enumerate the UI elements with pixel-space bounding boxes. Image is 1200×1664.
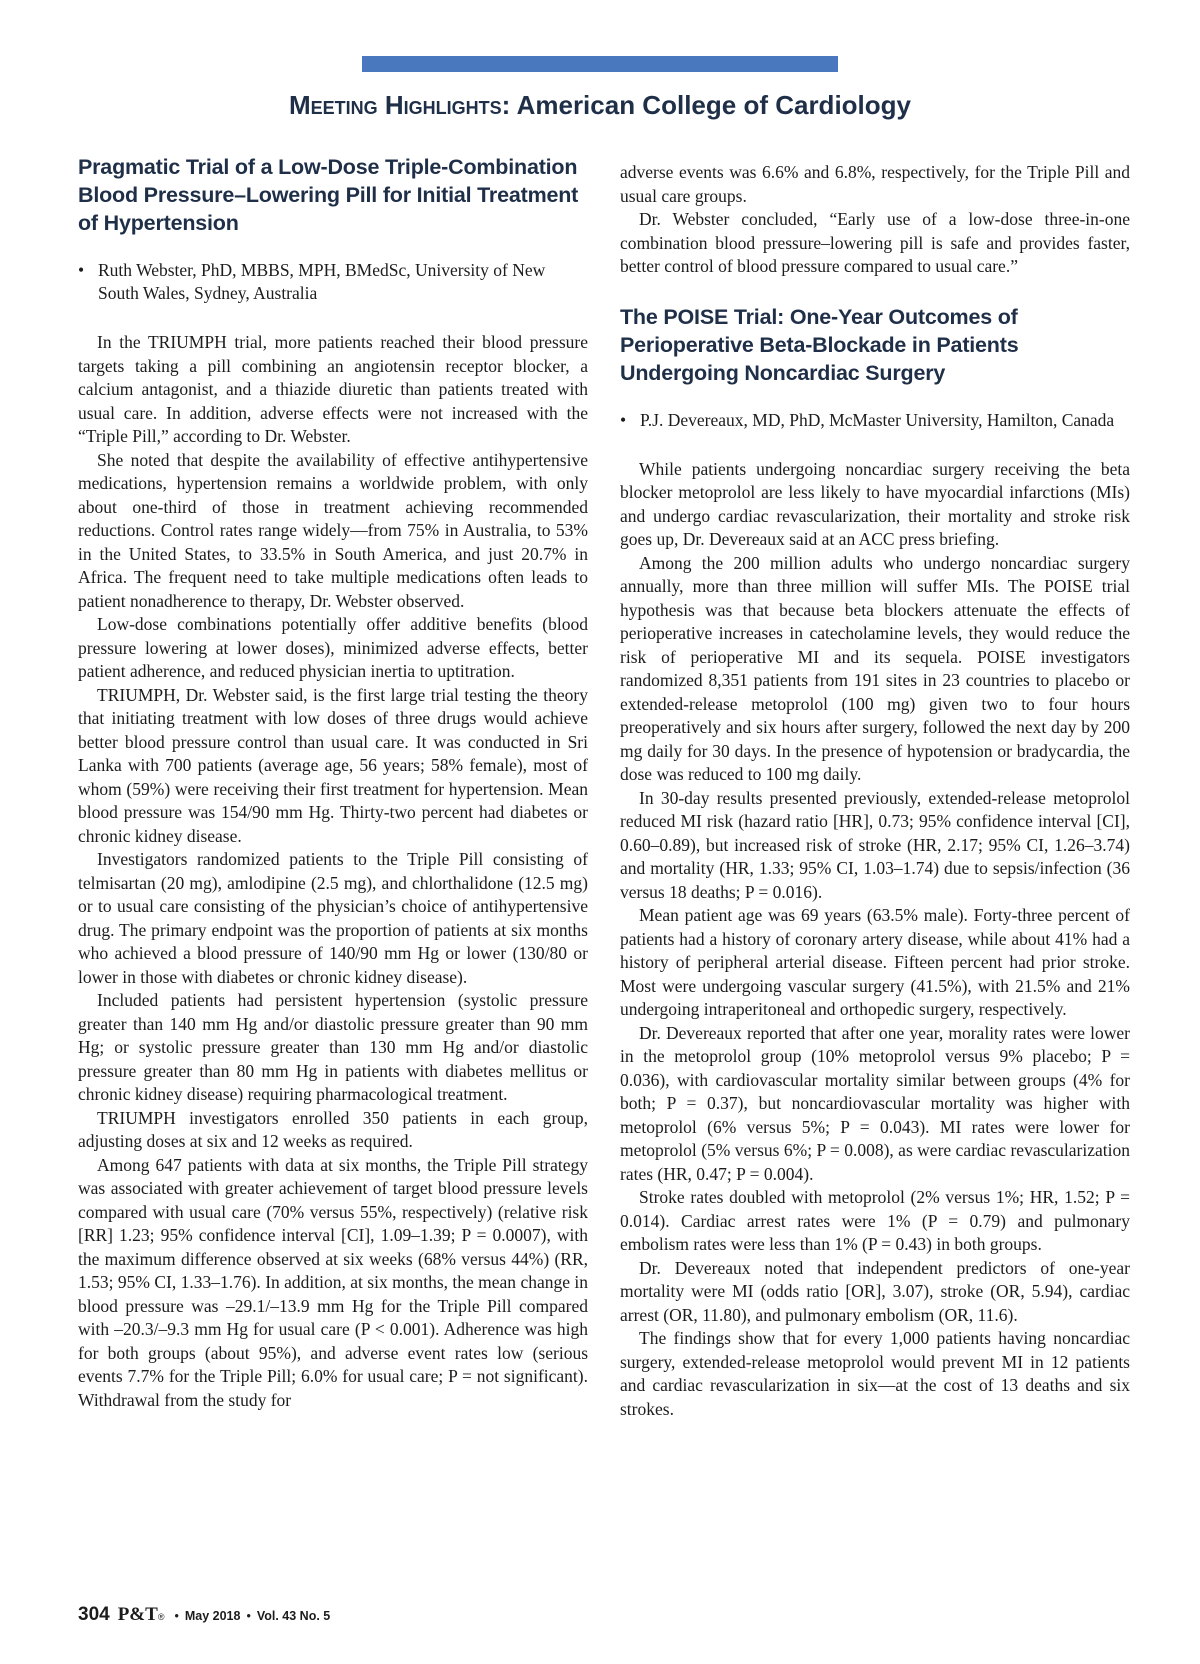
- left-column: [78, 150, 588, 1412]
- article2-author: [620, 409, 1130, 432]
- article2: [620, 303, 1130, 1422]
- article1-paragraph: In the TRIUMPH trial, more patients reached their blood pressure targets taking a pill combining an angiotensin receptor blocker, a calcium antagonist, and a thiazide diuretic than patients treated with usual care. In addition, adverse effects were not increased with the “Triple Pill,” according to Dr. Webster.: [78, 332, 588, 446]
- issue-volume: Vol. 43 No. 5: [256, 1609, 331, 1623]
- section-header: [0, 90, 1200, 121]
- article2-author-text: P.J. Devereaux, MD, PhD, McMaster University, Hamilton, Canada: [640, 409, 1115, 430]
- article1-author-text: Ruth Webster, PhD, MBBS, MPH, BMedSc, University of New South Wales, Sydney, Australia: [98, 260, 546, 303]
- article1-paragraph: Among 647 patients with data at six months, the Triple Pill strategy was associated with greater achievement of target blood pressure levels compared with usual care (70% versus 55%, respectively) (relative risk [RR] 1.23; 95% confidence interval [CI], 1.09–1.39; P = 0.0007), with the maximum difference observed at six weeks (68% versus 44%) (RR, 1.53; 95% CI, 1.33–1.76). In addition, at six months, the mean change in blood pressure was –29.1/–13.9 mm Hg for the Triple Pill compared with –20.3/–9.3 mm Hg for usual care (P < 0.001). Adherence was high for both groups (about 95%), and adverse event rates low (serious events 7.7% for the Triple Pill; 6.0% for usual care; P = not significant). Withdrawal from the study for: [78, 1154, 588, 1410]
- bullet-icon: •: [620, 409, 627, 430]
- article2-paragraph: Dr. Devereaux noted that independent predictors of one-year mortality were MI (odds ratio [OR], 3.07), stroke (OR, 5.94), cardiac arrest (OR, 11.80), and pulmonary embolism (OR, 11.6).: [620, 1257, 1130, 1325]
- article2-paragraph: Mean patient age was 69 years (63.5% male). Forty-three percent of patients had a history of coronary artery disease, while about 41% had a history of peripheral arterial disease. Fifteen percent had prior stroke. Most were undergoing vascular surgery (41.5%), with 21.5% and 21% undergoing intraperitoneal and orthopedic surgery, respectively.: [620, 905, 1130, 1019]
- article1-paragraph: TRIUMPH investigators enrolled 350 patients in each group, adjusting doses at six and 12 weeks as required.: [78, 1107, 588, 1151]
- article1-conclusion: Dr. Webster concluded, “Early use of a low-dose three-in-one combination blood pressure–lowering pill is safe and provides faster, better control of blood pressure compared to usual care.”: [620, 209, 1130, 276]
- article2-paragraph: While patients undergoing noncardiac surgery receiving the beta blocker metoprolol are less likely to have myocardial infarctions (MIs) and undergo cardiac revascularization, their mortality and stroke risk goes up, Dr. Devereaux said at an ACC press briefing.: [620, 458, 1130, 549]
- registered-mark: ®: [157, 1612, 165, 1622]
- accent-bar: [362, 56, 838, 72]
- article1-paragraph: She noted that despite the availability of effective antihypertensive medications, hypertension remains a worldwide problem, with only about one-third of those in treatment achieving recommended reductions. Control rates range widely—from 75% in Australia, to 53% in the United States, to 33.5% in South America, and just 20.7% in Africa. The frequent need to take multiple medications often leads to patient nonadherence to therapy, Dr. Webster observed.: [78, 449, 588, 611]
- journal-name: P&T: [117, 1604, 158, 1625]
- article1-paragraph: Low-dose combinations potentially offer additive benefits (blood pressure lowering at lower doses), minimized adverse effects, better patient adherence, and reduced physician inertia to uptitration.: [78, 614, 588, 681]
- right-column: [620, 161, 1130, 1421]
- separator: •: [246, 1609, 251, 1623]
- issue-date: May 2018: [184, 1609, 241, 1623]
- page-footer: [78, 1604, 330, 1626]
- page-number: 304: [78, 1604, 110, 1625]
- article1-paragraph: Included patients had persistent hypertension (systolic pressure greater than 140 mm Hg and/or diastolic pressure greater than 90 mm Hg; or systolic pressure greater than 130 mm Hg and/or diastolic pressure greater than 80 mm Hg in patients with diabetes mellitus or chronic kidney disease) requiring pharmacological treatment.: [78, 990, 588, 1104]
- section-header-label: Meeting Highlights: [289, 90, 502, 120]
- article1-paragraph: TRIUMPH, Dr. Webster said, is the first large trial testing the theory that initiating treatment with low doses of three drugs would achieve better blood pressure control than usual care. It was conducted in Sri Lanka with 700 patients (average age, 56 years; 58% female), most of whom (59%) were receiving their first treatment for hypertension. Mean blood pressure was 154/90 mm Hg. Thirty-two percent had diabetes or chronic kidney disease.: [78, 684, 588, 846]
- article1-title: Pragmatic Trial of a Low-Dose Triple-Combination Blood Pressure–Lowering Pill for Initial Treatment of Hypertension: [78, 155, 579, 235]
- article2-paragraph: Among the 200 million adults who undergo noncardiac surgery annually, more than three million will suffer MIs. The POISE trial hypothesis was that because beta blockers attenuate the effects of perioperative increases in catecholamine levels, they would reduce the risk of perioperative MI and its sequela. POISE investigators randomized 8,351 patients from 191 sites in 23 countries to placebo or extended-release metoprolol (100 mg) given two to four hours preoperatively and six hours after surgery, followed the next day by 200 mg daily for 30 days. In the presence of hypotension or bradycardia, the dose was reduced to 100 mg daily.: [620, 552, 1130, 784]
- article1-paragraph: Investigators randomized patients to the Triple Pill consisting of telmisartan (20 mg), amlodipine (2.5 mg), and chlorthalidone (12.5 mg) or to usual care consisting of the physician’s choice of antihypertensive drug. The primary endpoint was the proportion of patients at six months who achieved a blood pressure of 140/90 mm Hg or lower (130/80 or lower in those with diabetes or chronic kidney disease).: [78, 849, 588, 987]
- article2-paragraph: In 30-day results presented previously, extended-release metoprolol reduced MI risk (hazard ratio [HR], 0.73; 95% confidence interval [CI], 0.60–0.89), but increased risk of stroke (HR, 2.17; 95% CI, 1.26–3.74) and mortality (HR, 1.33; 95% CI, 1.03–1.74) due to sepsis/infection (36 versus 18 deaths; P = 0.016).: [620, 787, 1130, 902]
- article2-paragraph: Stroke rates doubled with metoprolol (2% versus 1%; HR, 1.52; P = 0.014). Cardiac arrest rates were 1% (P = 0.79) and pulmonary embolism rates were less than 1% (P = 0.43) in both groups.: [620, 1187, 1130, 1254]
- article2-title: The POISE Trial: One-Year Outcomes of Perioperative Beta-Blockade in Patients Undergoing Noncardiac Surgery: [620, 304, 1019, 385]
- article2-paragraph: The findings show that for every 1,000 patients having noncardiac surgery, extended-release metoprolol would prevent MI in 12 patients and cardiac revascularization in six—at the cost of 13 deaths and six strokes.: [620, 1328, 1130, 1419]
- separator: •: [174, 1609, 179, 1623]
- article2-paragraph: Dr. Devereaux reported that after one year, morality rates were lower in the metoprolol group (10% metoprolol versus 9% placebo; P = 0.036), with cardiovascular mortality similar between groups (4% for both; P = 0.37), but noncardiovascular mortality was higher with metoprolol (6% versus 5%; P = 0.043). MI rates were lower for metoprolol (5% versus 6%; P = 0.008), as were cardiac revascularization rates (HR, 0.47; P = 0.004).: [620, 1022, 1130, 1184]
- article1-author: [78, 259, 588, 305]
- article1-continuation: adverse events was 6.6% and 6.8%, respectively, for the Triple Pill and usual care groups.: [620, 162, 1130, 206]
- section-header-subtitle: : American College of Cardiology: [501, 90, 911, 120]
- bullet-icon: •: [78, 260, 85, 280]
